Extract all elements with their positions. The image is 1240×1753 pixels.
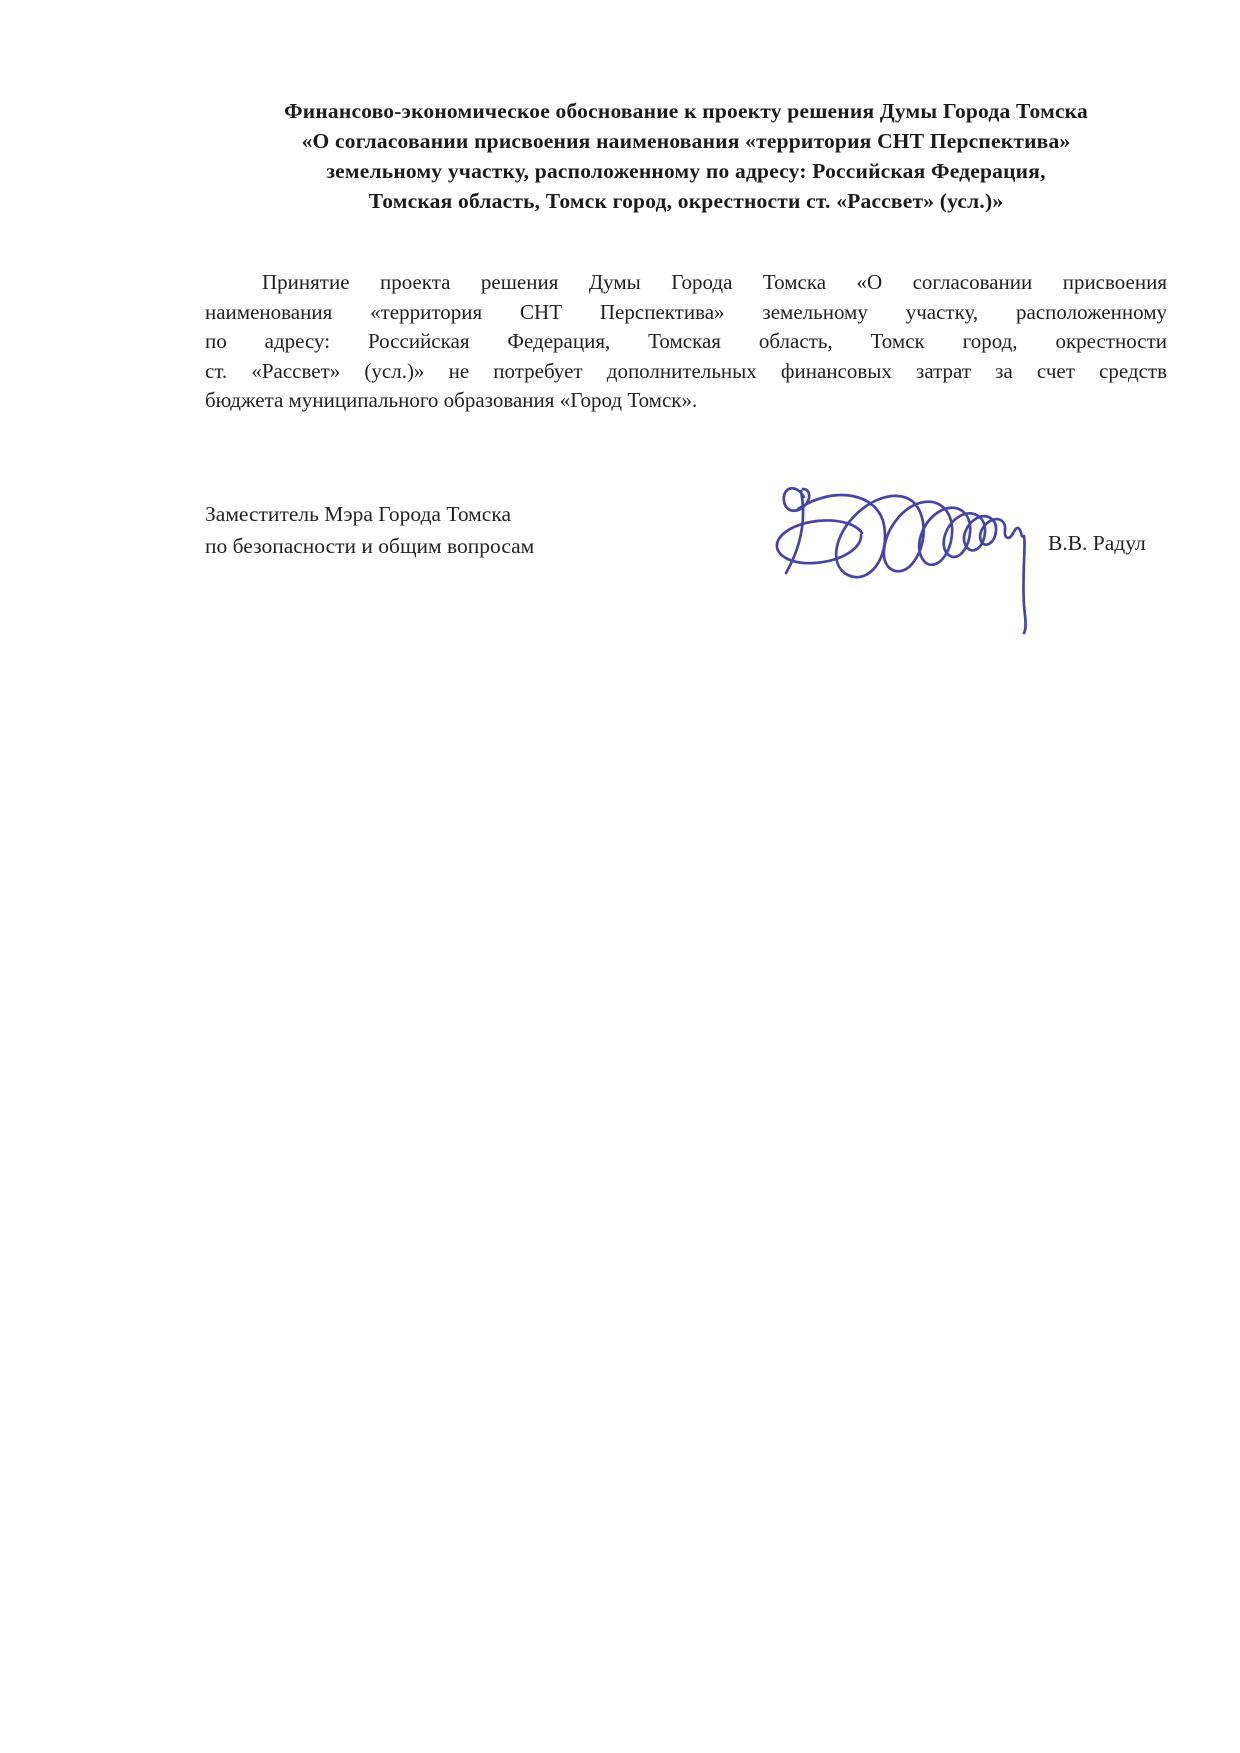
handwritten-signature-icon bbox=[770, 445, 1040, 640]
title-line-3: земельному участку, расположенному по адресу: Российская Федерация, bbox=[326, 159, 1046, 183]
body-line-4: ст. «Рассвет» (усл.)» не потребует дополнительных финансовых затрат за счет средств bbox=[205, 358, 1167, 383]
signer-position-line-1: Заместитель Мэра Города Томска bbox=[205, 502, 511, 526]
body-line-1: Принятие проекта решения Думы Города Томска «О согласовании присвоения bbox=[262, 270, 1167, 294]
title-line-2: «О согласовании присвоения наименования «территория СНТ Перспектива» bbox=[301, 129, 1071, 153]
title-line-4: Томская область, Томск город, окрестности ст. «Рассвет» (усл.)» bbox=[368, 189, 1004, 213]
title-line-1: Финансово-экономическое обоснование к проекту решения Думы Города Томска bbox=[284, 99, 1088, 123]
signer-position bbox=[205, 498, 534, 562]
body-line-5: бюджета муниципального образования «Город Томск». bbox=[205, 388, 698, 413]
signer-name: В.В. Радул bbox=[1048, 531, 1146, 555]
document-title bbox=[205, 96, 1167, 216]
signer-position-line-2: по безопасности и общим вопросам bbox=[205, 534, 535, 558]
signature-ink-stroke bbox=[777, 488, 1026, 633]
body-line-2: наименования «территория СНТ Перспектива» земельному участку, расположенному bbox=[205, 299, 1167, 324]
body-line-3: по адресу: Российская Федерация, Томская область, Томск город, окрестности bbox=[205, 329, 1167, 354]
body-paragraph bbox=[205, 268, 1167, 416]
